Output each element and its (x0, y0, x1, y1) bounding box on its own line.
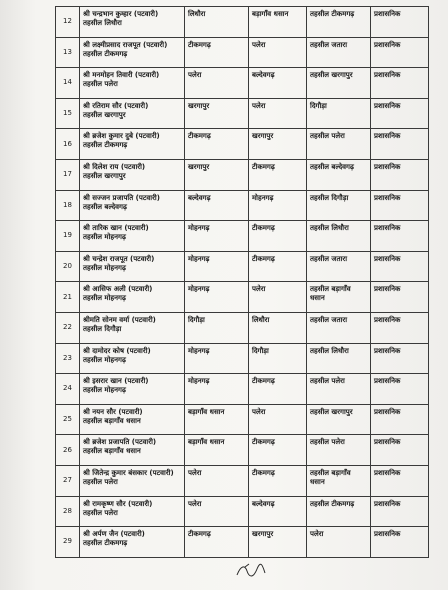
table-row (56, 221, 429, 252)
employee-name-line: श्री इसरार खान (पटवारी) (83, 377, 149, 386)
tehsil: तहसील खरगापुर (307, 68, 371, 99)
employee-name (80, 435, 185, 466)
table-row (56, 496, 429, 527)
employee-name (80, 404, 185, 435)
table-row (56, 159, 429, 190)
employee-name-line: श्री चन्द्रभान कुम्हार (पटवारी) (83, 10, 159, 18)
serial-number: 27 (56, 465, 80, 496)
current-posting: मोहनगढ़ (185, 343, 249, 374)
transfer-posting: पलेरा (249, 37, 307, 68)
tehsil: पलेरा (307, 527, 371, 558)
employee-tehsil-line: तहसील मोहनगढ़ (83, 294, 126, 303)
employee-name (80, 282, 185, 313)
employee-name-line: श्री मनमोहन तिवारी (पटवारी) (83, 71, 160, 80)
current-posting: बड़ागाँव धसान (185, 404, 249, 435)
table-row (56, 98, 429, 129)
transfer-posting: पलेरा (249, 282, 307, 313)
current-posting: पलेरा (185, 465, 249, 496)
employee-tehsil-line: तहसील मोहनगढ़ (83, 386, 126, 395)
transfer-posting: खरगापुर (249, 527, 307, 558)
transfer-type: प्रशासनिक (371, 465, 429, 496)
transfer-posting: पलेरा (249, 404, 307, 435)
transfer-posting: दिगौड़ा (249, 343, 307, 374)
serial-number: 14 (56, 68, 80, 99)
transfer-posting: टीकमगढ़ (249, 465, 307, 496)
employee-name (80, 343, 185, 374)
table-row (56, 404, 429, 435)
employee-name (80, 527, 185, 558)
current-posting: मोहनगढ़ (185, 282, 249, 313)
employee-tehsil-line: तहसील दिगौड़ा (83, 324, 122, 333)
current-posting: टीकमगढ़ (185, 527, 249, 558)
employee-tehsil-line: तहसील टीकमगढ़ (83, 141, 128, 150)
current-posting: मोहनगढ़ (185, 374, 249, 405)
serial-number: 12 (56, 7, 80, 38)
employee-tehsil-line: तहसील मोहनगढ़ (83, 263, 126, 272)
transfer-type: प्रशासनिक (371, 221, 429, 252)
table-row (56, 68, 429, 99)
serial-number: 25 (56, 404, 80, 435)
employee-name-line: श्री ब्रजेश कुमार दुबे (पटवारी) (83, 132, 160, 141)
current-posting: पलेरा (185, 496, 249, 527)
serial-number: 17 (56, 159, 80, 190)
transfer-posting: टीकमगढ़ (249, 221, 307, 252)
transfer-posting: टीकमगढ़ (249, 374, 307, 405)
transfer-posting: टीकमगढ़ (249, 251, 307, 282)
table-row (56, 527, 429, 558)
transfer-type: प्रशासनिक (371, 282, 429, 313)
tehsil: तहसील जतारा (307, 312, 371, 343)
serial-number: 20 (56, 251, 80, 282)
transfer-type: प्रशासनिक (371, 435, 429, 466)
table-row (56, 37, 429, 68)
table-body (56, 7, 429, 558)
employee-name (80, 37, 185, 68)
employee-name-line: श्री आसिफ अली (पटवारी) (83, 285, 153, 294)
table-row (56, 435, 429, 466)
current-posting: खरगापुर (185, 98, 249, 129)
employee-name (80, 7, 185, 38)
employee-name (80, 129, 185, 160)
tehsil: तहसील जतारा (307, 251, 371, 282)
serial-number: 23 (56, 343, 80, 374)
tehsil: तहसील बड़ागाँव धसान (307, 282, 371, 313)
current-posting: मोहनगढ़ (185, 251, 249, 282)
table-row (56, 465, 429, 496)
collector-signature (231, 561, 271, 585)
employee-name-line: श्री चन्द्रेश राजपूत (पटवारी) (83, 254, 155, 263)
employee-name (80, 312, 185, 343)
current-posting: पलेरा (185, 68, 249, 99)
employee-tehsil-line: तहसील खरगापुर (83, 171, 126, 180)
employee-name (80, 496, 185, 527)
tehsil: तहसील पलेरा (307, 129, 371, 160)
tehsil: तहसील लिधौरा (307, 221, 371, 252)
employee-tehsil-line: तहसील टीकमगढ़ (83, 49, 128, 58)
transfer-type: प्रशासनिक (371, 37, 429, 68)
current-posting: टीकमगढ़ (185, 37, 249, 68)
current-posting: खरगापुर (185, 159, 249, 190)
tehsil: दिगौड़ा (307, 98, 371, 129)
signature-mark (231, 561, 271, 585)
employee-tehsil-line: तहसील टीकमगढ़ (83, 539, 128, 548)
employee-tehsil-line: तहसील खरगापुर (83, 110, 126, 119)
transfer-type: प्रशासनिक (371, 527, 429, 558)
employee-tehsil-line: तहसील बड़ागाँव धसान (83, 416, 141, 425)
tehsil: तहसील जतारा (307, 37, 371, 68)
serial-number: 24 (56, 374, 80, 405)
employee-tehsil-line: तहसील पलेरा (83, 477, 118, 486)
tehsil: तहसील बड़ागाँव धसान (307, 465, 371, 496)
tehsil: तहसील दिगौड़ा (307, 190, 371, 221)
tehsil: तहसील टीकमगढ़ (307, 496, 371, 527)
tehsil: तहसील पलेरा (307, 435, 371, 466)
employee-tehsil-line: तहसील लिधौरा (83, 19, 122, 27)
employee-name-line: श्री जितेन्द्र कुमार बंसकार (पटवारी) (83, 468, 174, 477)
transfer-posting: टीकमगढ़ (249, 159, 307, 190)
employee-name (80, 221, 185, 252)
serial-number: 13 (56, 37, 80, 68)
current-posting: बल्देवगढ़ (185, 190, 249, 221)
transfer-posting: बल्देवगढ़ (249, 496, 307, 527)
employee-name-line: श्री दिलेश राय (पटवारी) (83, 162, 146, 171)
serial-number: 15 (56, 98, 80, 129)
table-row (56, 190, 429, 221)
serial-number: 18 (56, 190, 80, 221)
employee-name-line: श्री रतिराम सौर (पटवारी) (83, 101, 149, 110)
employee-name (80, 190, 185, 221)
current-posting: टीकमगढ़ (185, 129, 249, 160)
transfer-table (55, 6, 429, 558)
employee-name (80, 374, 185, 405)
table-row (56, 129, 429, 160)
table-row (56, 251, 429, 282)
employee-name-line: श्री रामकृष्ण सौर (पटवारी) (83, 499, 153, 508)
employee-name-line: श्री सज्जन प्रजापति (पटवारी) (83, 193, 160, 202)
serial-number: 22 (56, 312, 80, 343)
employee-tehsil-line: तहसील मोहनगढ़ (83, 355, 126, 364)
table-row (56, 343, 429, 374)
transfer-type: प्रशासनिक (371, 251, 429, 282)
transfer-posting: बड़ागाँव धसान (249, 7, 307, 38)
current-posting: बड़ागाँव धसान (185, 435, 249, 466)
transfer-type: प्रशासनिक (371, 190, 429, 221)
serial-number: 21 (56, 282, 80, 313)
transfer-type: प्रशासनिक (371, 98, 429, 129)
table-row (56, 374, 429, 405)
transfer-type: प्रशासनिक (371, 404, 429, 435)
serial-number: 16 (56, 129, 80, 160)
current-posting: मोहनगढ़ (185, 221, 249, 252)
employee-name-line: श्री ब्रजेश प्रजापति (पटवारी) (83, 438, 157, 447)
transfer-type: प्रशासनिक (371, 159, 429, 190)
transfer-type: प्रशासनिक (371, 129, 429, 160)
serial-number: 29 (56, 527, 80, 558)
transfer-type: प्रशासनिक (371, 312, 429, 343)
employee-tehsil-line: तहसील बड़ागाँव धसान (83, 447, 141, 456)
employee-tehsil-line: तहसील पलेरा (83, 80, 118, 89)
employee-name (80, 68, 185, 99)
employee-name (80, 98, 185, 129)
employee-tehsil-line: तहसील पलेरा (83, 508, 118, 517)
serial-number: 28 (56, 496, 80, 527)
transfer-type: प्रशासनिक (371, 374, 429, 405)
transfer-posting: बल्देवगढ़ (249, 68, 307, 99)
transfer-posting: मोहनगढ़ (249, 190, 307, 221)
table-row (56, 312, 429, 343)
tehsil: तहसील खरगापुर (307, 404, 371, 435)
employee-tehsil-line: तहसील बल्देवगढ़ (83, 202, 127, 211)
employee-name (80, 251, 185, 282)
employee-tehsil-line: तहसील मोहनगढ़ (83, 233, 126, 242)
transfer-type: प्रशासनिक (371, 343, 429, 374)
transfer-posting: खरगापुर (249, 129, 307, 160)
current-posting: लिधौरा (185, 7, 249, 38)
tehsil: तहसील लिधौरा (307, 343, 371, 374)
employee-name (80, 159, 185, 190)
transfer-posting: पलेरा (249, 98, 307, 129)
serial-number: 19 (56, 221, 80, 252)
employee-name-line: श्री लक्ष्मीप्रसाद राजपूत (पटवारी) (83, 40, 168, 49)
employee-name-line: श्री नयन सौर (पटवारी) (83, 407, 143, 416)
transfer-posting: टीकमगढ़ (249, 435, 307, 466)
tehsil: तहसील पलेरा (307, 374, 371, 405)
current-posting: दिगौड़ा (185, 312, 249, 343)
transfer-type: प्रशासनिक (371, 496, 429, 527)
employee-name-line: श्री तारिक खान (पटवारी) (83, 224, 149, 233)
employee-name-line: श्री अर्पण जैन (पटवारी) (83, 530, 145, 539)
serial-number: 26 (56, 435, 80, 466)
transfer-posting: लिधौरा (249, 312, 307, 343)
table-row (56, 7, 429, 38)
employee-name-line: श्री दामोदर कोष (पटवारी) (83, 346, 151, 355)
table-row (56, 282, 429, 313)
employee-name-line: श्रीमति सोनम वर्मा (पटवारी) (83, 315, 156, 324)
transfer-type: प्रशासनिक (371, 68, 429, 99)
transfer-type: प्रशासनिक (371, 7, 429, 38)
tehsil: तहसील टीकमगढ़ (307, 7, 371, 38)
employee-name (80, 465, 185, 496)
tehsil: तहसील बल्देवगढ़ (307, 159, 371, 190)
